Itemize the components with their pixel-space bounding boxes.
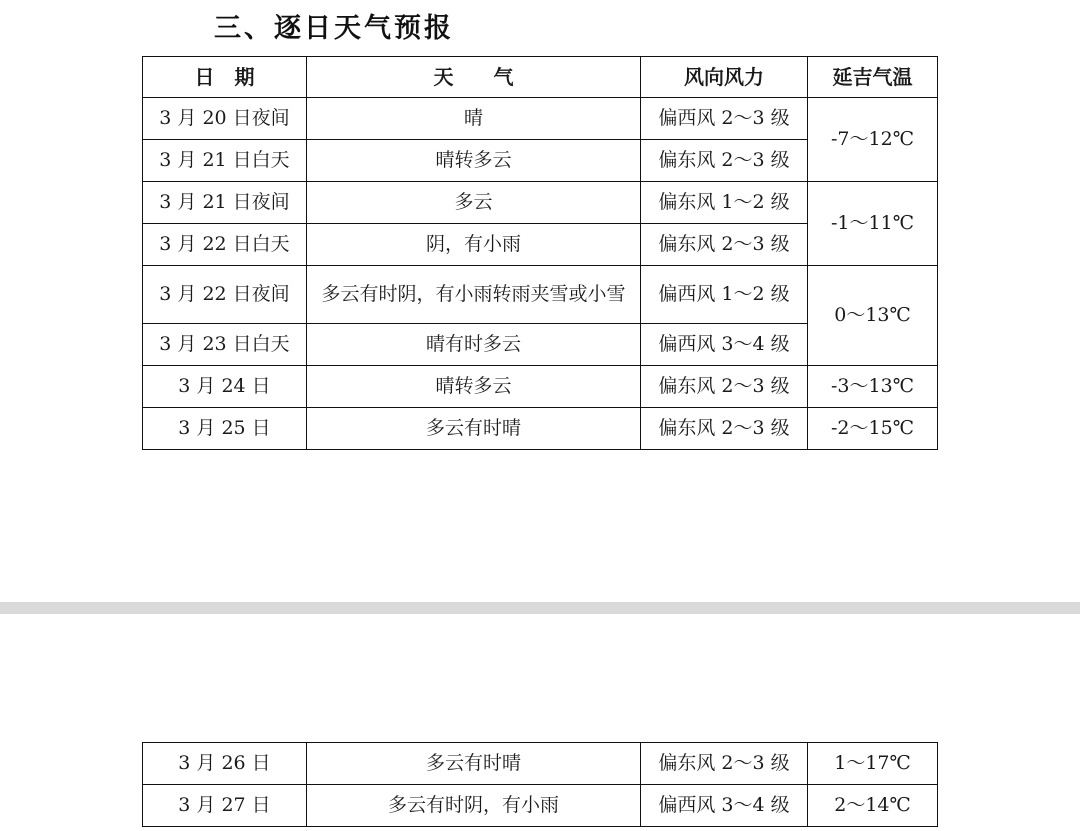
cell-wind: 偏西风 3～4 级 bbox=[641, 324, 808, 366]
table-header-row bbox=[143, 57, 938, 98]
header-temp: 延吉气温 bbox=[808, 57, 938, 98]
cell-wind: 偏东风 2～3 级 bbox=[641, 140, 808, 182]
cell-weather: 晴转多云 bbox=[307, 366, 641, 408]
cell-weather: 晴有时多云 bbox=[307, 324, 641, 366]
cell-date: 3 月 21 日夜间 bbox=[143, 182, 307, 224]
cell-weather: 晴 bbox=[307, 98, 641, 140]
cell-wind: 偏东风 2～3 级 bbox=[641, 408, 808, 450]
cell-wind: 偏西风 1～2 级 bbox=[641, 266, 808, 324]
cell-wind: 偏西风 2～3 级 bbox=[641, 98, 808, 140]
cell-temp: -3～13℃ bbox=[808, 366, 938, 408]
cell-wind: 偏东风 2～3 级 bbox=[641, 743, 808, 785]
forecast-table bbox=[142, 56, 938, 450]
table-row bbox=[143, 408, 938, 450]
cell-date: 3 月 23 日白天 bbox=[143, 324, 307, 366]
cell-date: 3 月 22 日白天 bbox=[143, 224, 307, 266]
forecast-table-continued bbox=[142, 742, 938, 827]
cell-temp: 2～14℃ bbox=[808, 785, 938, 827]
cell-weather: 多云有时阴，有小雨转雨夹雪或小雪 bbox=[307, 266, 641, 324]
cell-temp: -1～11℃ bbox=[808, 182, 938, 266]
table-row bbox=[143, 266, 938, 324]
cell-weather: 晴转多云 bbox=[307, 140, 641, 182]
cell-temp: -7～12℃ bbox=[808, 98, 938, 182]
table-row bbox=[143, 98, 938, 140]
page-separator bbox=[0, 602, 1080, 614]
cell-weather: 多云有时阴，有小雨 bbox=[307, 785, 641, 827]
header-date: 日 期 bbox=[143, 57, 307, 98]
cell-date: 3 月 27 日 bbox=[143, 785, 307, 827]
cell-weather: 阴，有小雨 bbox=[307, 224, 641, 266]
table-row bbox=[143, 182, 938, 224]
cell-weather: 多云有时晴 bbox=[307, 743, 641, 785]
cell-date: 3 月 20 日夜间 bbox=[143, 98, 307, 140]
cell-wind: 偏东风 2～3 级 bbox=[641, 224, 808, 266]
cell-date: 3 月 24 日 bbox=[143, 366, 307, 408]
table-row bbox=[143, 785, 938, 827]
cell-date: 3 月 21 日白天 bbox=[143, 140, 307, 182]
cell-date: 3 月 25 日 bbox=[143, 408, 307, 450]
header-wind: 风向风力 bbox=[641, 57, 808, 98]
cell-temp: 1～17℃ bbox=[808, 743, 938, 785]
cell-temp: -2～15℃ bbox=[808, 408, 938, 450]
section-title: 三、逐日天气预报 bbox=[214, 13, 454, 44]
cell-wind: 偏东风 2～3 级 bbox=[641, 366, 808, 408]
cell-date: 3 月 26 日 bbox=[143, 743, 307, 785]
table-row bbox=[143, 743, 938, 785]
header-weather: 天 气 bbox=[307, 57, 641, 98]
cell-weather: 多云 bbox=[307, 182, 641, 224]
cell-wind: 偏东风 1～2 级 bbox=[641, 182, 808, 224]
table-row bbox=[143, 366, 938, 408]
cell-temp: 0～13℃ bbox=[808, 266, 938, 366]
cell-wind: 偏西风 3～4 级 bbox=[641, 785, 808, 827]
cell-date: 3 月 22 日夜间 bbox=[143, 266, 307, 324]
cell-weather: 多云有时晴 bbox=[307, 408, 641, 450]
